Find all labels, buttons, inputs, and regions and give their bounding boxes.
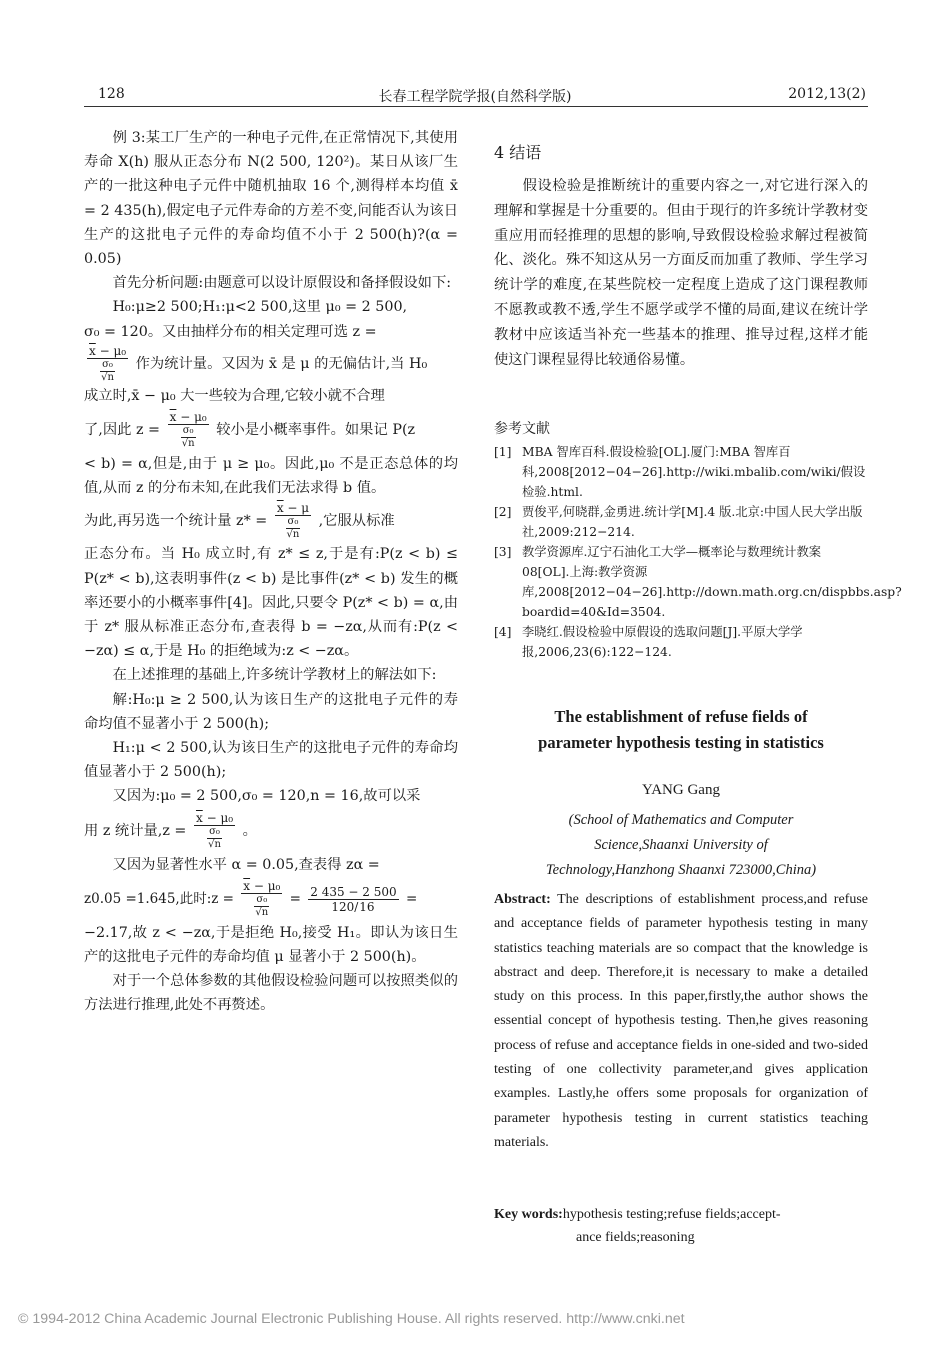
conclusion-paragraph: −2.17,故 z < −zα,于是拒绝 H₀,接受 H₁。即认为该日生产的这批电子元件的寿命均值 μ 显著小于 2 500(h)。 <box>84 924 458 966</box>
keywords: Key words:hypothesis testing;refuse fields;accept- ance fields;reasoning <box>494 1207 781 1245</box>
journal-title: 长春工程学院学报(自然科学版) <box>378 89 572 105</box>
z-calc-line: z0.05 =1.645,此时:z = $\frac{\overline{x} - \mu_0}{\frac{\text{σ₀}}{√n}}$ = $\frac{2 435 - 2 500}{120/16}$ = <box>84 879 418 919</box>
reference-item: [3] 教学资源库.辽宁石油化工大学—概率论与数理统计教案 08[OL].上海:教学资源库,2008[2012−04−26].http://down.math.org.cn/dispbbs.asp?boardid=40&Id=3504. <box>494 545 902 619</box>
reference-item: [1] MBA 智库百科.假设检验[OL].厦门:MBA 智库百科,2008[2012−04−26].http://wiki.mbalib.com/wiki/假设检验.html. <box>494 445 866 499</box>
pz-paragraph: < b) = α,但是,由于 μ ≥ μ₀。因此,μ₀ 不是正态总体的均值,从而 z 的分布未知,在此我们无法求得 b 值。 <box>84 456 458 497</box>
zstar-formula: $\frac{\overline{x} - \mu}{\frac{\text{σ₀}}{√n}}$ <box>276 501 310 541</box>
keywords-label: Key words: <box>494 1207 563 1222</box>
sigma-line: σ₀ = 120。又由抽样分布的相关定理可选 z = <box>84 323 377 340</box>
z-formula: $\frac{\overline{x} - \mu_0}{\frac{\text{σ₀}}{√n}}$ <box>89 343 127 383</box>
page-number: 128 <box>98 86 125 102</box>
thus-line: 了,因此 z = $\frac{\overline{x} - \mu_0}{\frac{\text{σ₀}}{√n}}$ 较小是小概率事件。如果记 P(z <box>84 410 416 450</box>
z-value-formula: $\frac{2 435 - 2 500}{120/16}$ <box>310 884 397 914</box>
basis-paragraph: 在上述推理的基础上,许多统计学教材上的解法如下: <box>112 667 437 684</box>
abstract-text: The descriptions of establishment process,and refuse and acceptance fields of parameter hypothesis testing in many statistics teaching materials are so compact that the knowledge is abstract and deep. Therefore,it is necessary to make a detailed study on this process. In this paper,firstly,the author shows the essential concept of hypothesis testing. Then,he gives reasoning process of refuse and acceptance fields in one-sided and two-sided testing of one collectivity parameter,and gives application examples. Lastly,he offers some proposals for organization of parameter hypothesis testing in current statistics teaching materials. <box>494 892 868 1150</box>
z-formula-2: $\frac{\overline{x} - \mu_0}{\frac{\text{σ₀}}{√n}}$ <box>169 410 207 450</box>
example-paragraph: 例 3:某工厂生产的一种电子元件,在正常情况下,其使用寿命 X(h) 服从正态分布 N(2 500, 120²)。某日从该厂生产的一批这种电子元件中随机抽取 16 个,测得样本均值 x̄ = 2 435(h),假定电子元件寿命的方差不变,问能否认为该日生产的这批电子元件的寿命均值不小于 2 500(h)?(α = 0.05) <box>84 130 458 268</box>
reference-item: [2] 贾俊平,何晓群,金勇进.统计学[M].4 版.北京:中国人民大学出版社,2009:212−214. <box>494 505 863 539</box>
section-title: 4 结语 <box>494 143 542 162</box>
normal-paragraph: 正态分布。当 H₀ 成立时,有 z* ≤ z,于是有:P(z < b) ≤ P(z* < b),这表明事件(z < b) 是比事件(z* < b) 发生的概率还要小的小概率事件[4]。因此,只要令 P(z* < b) = α,由于 z* 服从标准正态分布,查表得 b = −zα,从而有:P(z < −zα) ≤ α,于是 H₀ 的拒绝域为:z < −zα。 <box>84 546 458 660</box>
stat-text: 作为统计量。又因为 x̄ 是 μ 的无偏估计,当 H₀ <box>135 355 428 372</box>
references-list <box>494 442 902 662</box>
z-formula-4: $\frac{\overline{x} - \mu_0}{\frac{\text{σ₀}}{√n}}$ <box>243 879 281 919</box>
also-line: 又因为:μ₀ = 2 500,σ₀ = 120,n = 16,故可以采 <box>112 788 421 805</box>
abstract <box>494 888 868 1155</box>
affiliation: (School of Mathematics and Computer Science,Shaanxi University of Technology,Hanzhong Shaanxi 723000,China) <box>545 812 817 878</box>
significance-line: 又因为显著性水平 α = 0.05,查表得 zα = <box>112 856 380 873</box>
other-paragraph: 对于一个总体参数的其他假设检验问题可以按照类似的方法进行推理,此处不再赘述。 <box>84 973 458 1014</box>
hypothesis-line: H₀:μ≥2 500;H₁:μ<2 500,这里 μ₀ = 2 500, <box>112 299 408 316</box>
z-formula-3: $\frac{\overline{x} - \mu_0}{\frac{\text{σ₀}}{√n}}$ <box>195 810 234 850</box>
analysis-paragraph: 首先分析问题:由题意可以设计原假设和备择假设如下: <box>112 275 452 292</box>
header-rule <box>84 106 868 107</box>
copyright-footer: © 1994-2012 China Academic Journal Electronic Publishing House. All rights reserved. http://www.cnki.net <box>18 1311 685 1327</box>
use-z-line: 用 z 统计量,z = $\frac{\overline{x} - \mu_0}{\frac{\text{σ₀}}{√n}}$ 。 <box>84 810 257 850</box>
reference-item: [4] 李晓红.假设检验中原假设的选取问题[J].平原大学学报,2006,23(6):122−124. <box>494 625 803 659</box>
solution-h0: 解:H₀:μ ≥ 2 500,认为该日生产的这批电子元件的寿命均值不显著小于 2 500(h); <box>84 691 458 732</box>
zstar-line: 为此,再另选一个统计量 z* = $\frac{\overline{x} - \mu}{\frac{\text{σ₀}}{√n}}$ ,它服从标准 <box>84 501 395 541</box>
issue-info: 2012,13(2) <box>788 86 866 102</box>
when-line: 成立时,x̄ − μ₀ 大一些较为合理,它较小就不合理 <box>84 387 385 404</box>
conclusion-section <box>494 174 868 372</box>
stat-line <box>84 344 458 384</box>
author-name: YANG Gang <box>642 782 720 798</box>
solution-h1: H₁:μ < 2 500,认为该日生产的这批电子元件的寿命均值显著小于 2 500(h); <box>84 740 458 781</box>
english-title: The establishment of refuse fields of parameter hypothesis testing in statistics <box>538 707 824 752</box>
left-column <box>84 126 458 1018</box>
conclusion-text: 假设检验是推断统计的重要内容之一,对它进行深入的理解和掌握是十分重要的。但由于现行的许多统计学教材变重应用而轻推理的思想的影响,导致假设检验求解过程被简化、淡化。殊不知这从另一方面反而加重了教师、学生学习统计学的难度,在某些院校一定程度上造成了这门课程教师不愿教或教不透,学生不愿学或学不懂的局面,建议在统计学教材中应该适当补充一些基本的推理、推导过程,这样才能使这门课程显得比较通俗易懂。 <box>494 178 868 368</box>
abstract-label: Abstract: <box>494 892 551 907</box>
references-title: 参考文献 <box>494 421 550 437</box>
